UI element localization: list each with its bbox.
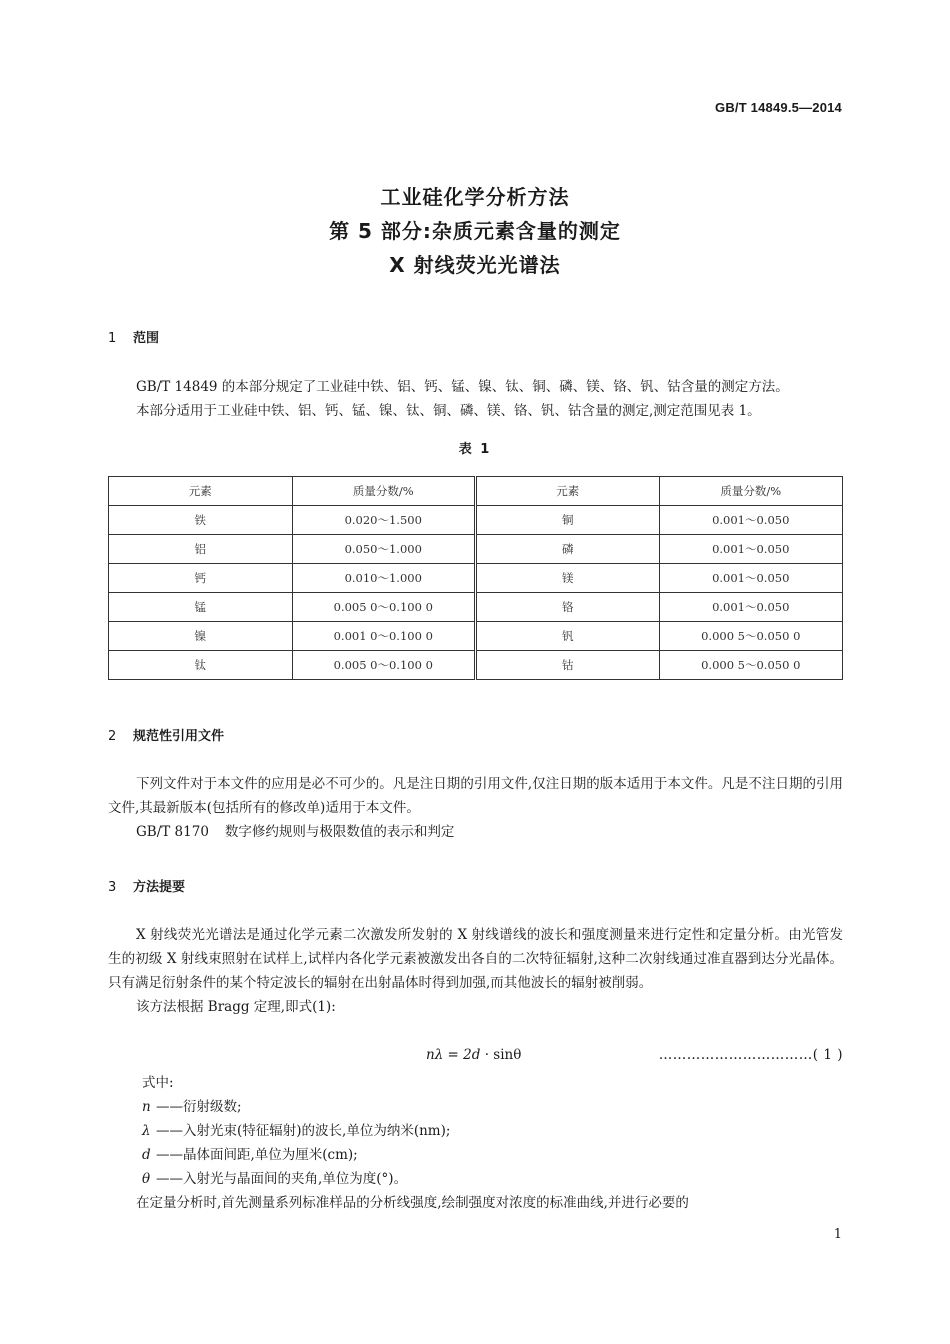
variable-symbol: θ <box>142 1171 151 1187</box>
variable-symbol: n <box>142 1099 151 1115</box>
document-title <box>0 180 950 282</box>
variable-description: ——衍射级数; <box>156 1099 242 1115</box>
table-cell: 钴 <box>476 651 660 680</box>
table-cell: 钙 <box>109 564 293 593</box>
variable-list <box>142 1071 450 1191</box>
table-cell: 0.000 5～0.050 0 <box>659 651 843 680</box>
table-cell: 镍 <box>109 622 293 651</box>
column-header: 质量分数/% <box>659 477 843 506</box>
title-line-2: 第 5 部分:杂质元素含量的测定 <box>329 219 621 243</box>
table-header-row <box>109 477 843 506</box>
table-cell: 铝 <box>109 535 293 564</box>
section-3-heading <box>108 876 185 895</box>
formula-row <box>108 1047 843 1071</box>
section-title: 方法提要 <box>133 880 186 895</box>
table-cell: 0.050～1.000 <box>292 535 476 564</box>
section-1-body <box>108 375 843 423</box>
variable-symbol: λ <box>142 1123 151 1139</box>
equation-number <box>659 1047 843 1063</box>
where-label: 式中: <box>142 1075 174 1091</box>
formula-left: nλ = 2d <box>426 1047 481 1063</box>
paragraph: 该方法根据 Bragg 定理,即式(1): <box>136 999 336 1015</box>
equation-label: ( 1 ) <box>812 1047 843 1063</box>
variable-description: ——晶体面间距,单位为厘米(cm); <box>156 1147 358 1163</box>
table-cell: 铬 <box>476 593 660 622</box>
variable-item <box>142 1095 450 1119</box>
range-table <box>108 476 843 680</box>
table-cell: 0.020～1.500 <box>292 506 476 535</box>
table-cell: 铁 <box>109 506 293 535</box>
paragraph: X 射线荧光光谱法是通过化学元素二次激发所发射的 X 射线谱线的波长和强度测量来进行定性和定量分析。由光管发生的初级 X 射线束照射在试样上,试样内各化学元素被激发出各自的二次特征辐射,这种二次射线通过准直器到达分光晶体。只有满足衍射条件的某个特定波长的辐射在出射晶体时得到加强,而其他波长的辐射被削弱。 <box>108 927 843 991</box>
reference-title: 数字修约规则与极限数值的表示和判定 <box>224 824 455 840</box>
section-number: 3 <box>108 880 117 895</box>
section-2-body <box>108 772 843 844</box>
standard-code: GB/T 14849.5—2014 <box>715 100 842 115</box>
section-3-continuation <box>108 1191 843 1215</box>
column-header: 质量分数/% <box>292 477 476 506</box>
paragraph: 本部分适用于工业硅中铁、铝、钙、锰、镍、钛、铜、磷、镁、铬、钒、钴含量的测定,测定范围见表 1。 <box>136 403 761 419</box>
table-row <box>109 622 843 651</box>
variable-item <box>142 1167 450 1191</box>
section-number: 2 <box>108 729 117 744</box>
table-cell: 0.001～0.050 <box>659 506 843 535</box>
table-cell: 0.005 0～0.100 0 <box>292 651 476 680</box>
table-row <box>109 535 843 564</box>
variable-symbol: d <box>142 1147 151 1163</box>
section-2-heading <box>108 725 224 744</box>
table-row <box>109 651 843 680</box>
table-cell: 0.001～0.050 <box>659 593 843 622</box>
table-cell: 0.010～1.000 <box>292 564 476 593</box>
table-cell: 0.001 0～0.100 0 <box>292 622 476 651</box>
formula-right: sinθ <box>493 1047 522 1063</box>
section-1-heading <box>108 327 159 346</box>
table-cell: 0.001～0.050 <box>659 535 843 564</box>
section-3-body <box>108 923 843 1019</box>
section-number: 1 <box>108 331 117 346</box>
section-title: 规范性引用文件 <box>133 729 225 744</box>
variable-description: ——入射光束(特征辐射)的波长,单位为纳米(nm); <box>156 1123 451 1139</box>
formula-dot: · <box>484 1047 489 1063</box>
table-row <box>109 564 843 593</box>
column-header: 元素 <box>476 477 660 506</box>
table-cell: 0.000 5～0.050 0 <box>659 622 843 651</box>
column-header: 元素 <box>109 477 293 506</box>
paragraph: 下列文件对于本文件的应用是必不可少的。凡是注日期的引用文件,仅注日期的版本适用于本文件。凡是不注日期的引用文件,其最新版本(包括所有的修改单)适用于本文件。 <box>108 776 843 816</box>
table-cell: 0.001～0.050 <box>659 564 843 593</box>
table-cell: 钛 <box>109 651 293 680</box>
normative-reference <box>108 820 843 844</box>
section-title: 范围 <box>133 331 160 346</box>
table-cell: 锰 <box>109 593 293 622</box>
variable-description: ——入射光与晶面间的夹角,单位为度(°)。 <box>156 1171 408 1187</box>
table-cell: 镁 <box>476 564 660 593</box>
variable-item <box>142 1143 450 1167</box>
page-number: 1 <box>833 1227 842 1242</box>
leader-dots: …………………………… <box>658 1047 813 1063</box>
table-cell: 钒 <box>476 622 660 651</box>
table-row <box>109 593 843 622</box>
table-row <box>109 506 843 535</box>
title-line-1: 工业硅化学分析方法 <box>380 185 570 209</box>
paragraph: GB/T 14849 的本部分规定了工业硅中铁、铝、钙、锰、镍、钛、铜、磷、镁、铬、钒、钴含量的测定方法。 <box>136 379 789 395</box>
table-cell: 磷 <box>476 535 660 564</box>
variable-item <box>142 1119 450 1143</box>
table-caption: 表 1 <box>458 442 492 457</box>
reference-code: GB/T 8170 <box>136 824 209 840</box>
paragraph: 在定量分析时,首先测量系列标准样品的分析线强度,绘制强度对浓度的标准曲线,并进行必要的 <box>136 1195 689 1211</box>
table-cell: 0.005 0～0.100 0 <box>292 593 476 622</box>
title-line-3: X 射线荧光光谱法 <box>389 253 561 277</box>
bragg-formula <box>426 1047 521 1063</box>
table-cell: 铜 <box>476 506 660 535</box>
